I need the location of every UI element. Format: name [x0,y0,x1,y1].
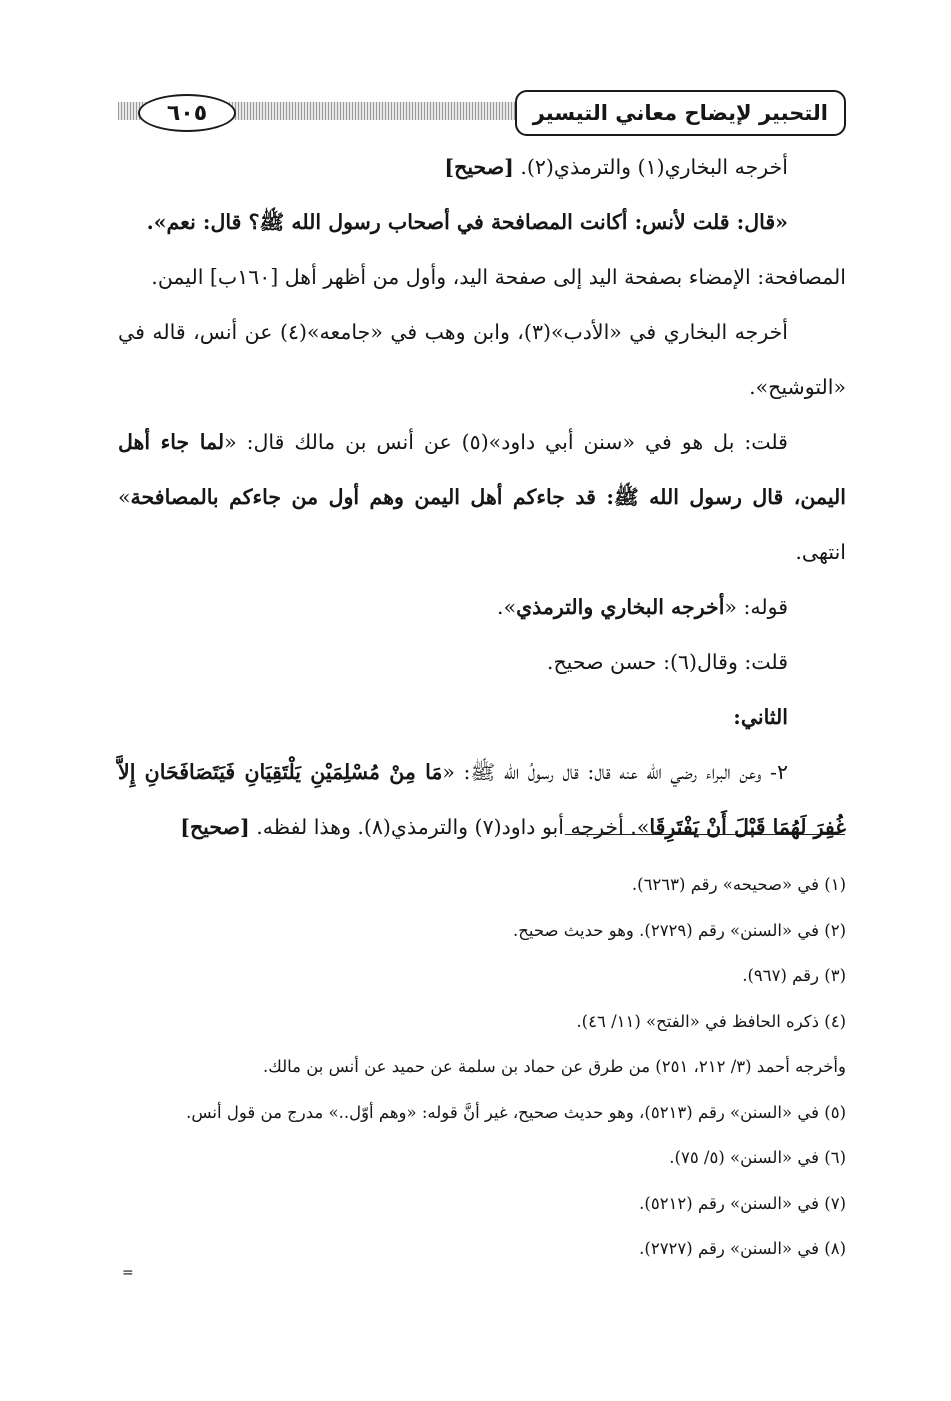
paragraph-9 [118,745,846,855]
grade-tag-2: [صحيح] [180,815,250,839]
paragraph-4: أخرجه البخاري في «الأدب»(٣)، وابن وهب في «جامعه»(٤) عن أنس، قاله في «التوشيح». [118,320,846,399]
p9-hadith: مَا مِنْ مُسْلِمَيْنِ يَلْتَقِيَانِ فَيَتَصَافَحَانِ إِلاَّ غُفِرَ لَهُمَا قَبْلَ أَنْ يَفْتَرِقَا [118,760,846,839]
footnote-4: (٤) ذكره الحافظ في «الفتح» (١١/ ٤٦). [576,1011,846,1031]
page-end-mark: = [122,1265,134,1281]
footnote-separator [565,834,845,835]
footnote-7: (٧) في «السنن» رقم (٥٢١٢). [639,1193,846,1213]
footnotes [118,862,846,1272]
p6-end: ». [497,595,517,619]
running-header [118,90,846,140]
footnote-6: (٦) في «السنن» (٥/ ٧٥). [669,1148,846,1167]
footnote-2: (٢) في «السنن» رقم (٢٧٢٩). وهو حديث صحيح. [513,920,846,940]
paragraph-7: قلت: وقال(٦): حسن صحيح. [546,650,788,674]
p6-intro: قوله: « [724,595,788,619]
footnote-3: (٣) رقم (٩٦٧). [742,966,846,985]
footnote-8: (٨) في «السنن» رقم (٢٧٢٧). [639,1239,846,1258]
book-title: التحبير لإيضاح معاني التيسير [515,90,846,136]
paragraph-1 [118,140,846,195]
section-heading: الثاني: [733,705,788,729]
p9-intro: ٢- وعن البراء رضي الله عنه قال: قال رسولُ الله ﷺ: « [442,760,788,784]
p9-end: ». أخرجه أبو داود(٧) والترمذي(٨). وهذا لفظه. [256,815,650,839]
paragraph-2: «قال: قلت لأنس: أكانت المصافحة في أصحاب رسول الله ﷺ؟ قال: نعم». [146,210,788,234]
footnote-1: (١) في «صحيحه» رقم (٦٢٦٣). [631,875,846,894]
paragraph-5 [118,415,846,580]
paragraph-6 [118,580,846,635]
p5-end: » انتهى. [118,485,846,564]
main-text [118,140,846,855]
p5-intro: قلت: بل هو في «سنن أبي داود»(٥) عن أنس بن مالك قال: « [224,430,788,454]
p6-quote: أخرجه البخاري والترمذي [516,595,725,619]
p1-text: أخرجه البخاري(١) والترمذي(٢). [520,155,788,179]
footnote-4-continued: وأخرجه أحمد (٣/ ٢١٢، ٢٥١) من طرق عن حماد بن سلمة عن حميد عن أنس بن مالك. [262,1057,846,1076]
grade-tag: [صحيح] [444,155,514,179]
page-number: ٦٠٥ [138,94,236,132]
paragraph-3: المصافحة: الإمضاء بصفحة اليد إلى صفحة اليد، وأول من أظهر أهل [١٦٠ب] اليمن. [151,265,846,289]
footnote-5: (٥) في «السنن» رقم (٥٢١٣)، وهو حديث صحيح، غير أنَّ قوله: «وهم أوّل..» مدرج من قول أنس. [186,1102,846,1122]
p5-hadith: لما جاء أهل اليمن، قال رسول الله ﷺ: قد جاءكم أهل اليمن وهم أول من جاءكم بالمصافحة [118,430,846,509]
